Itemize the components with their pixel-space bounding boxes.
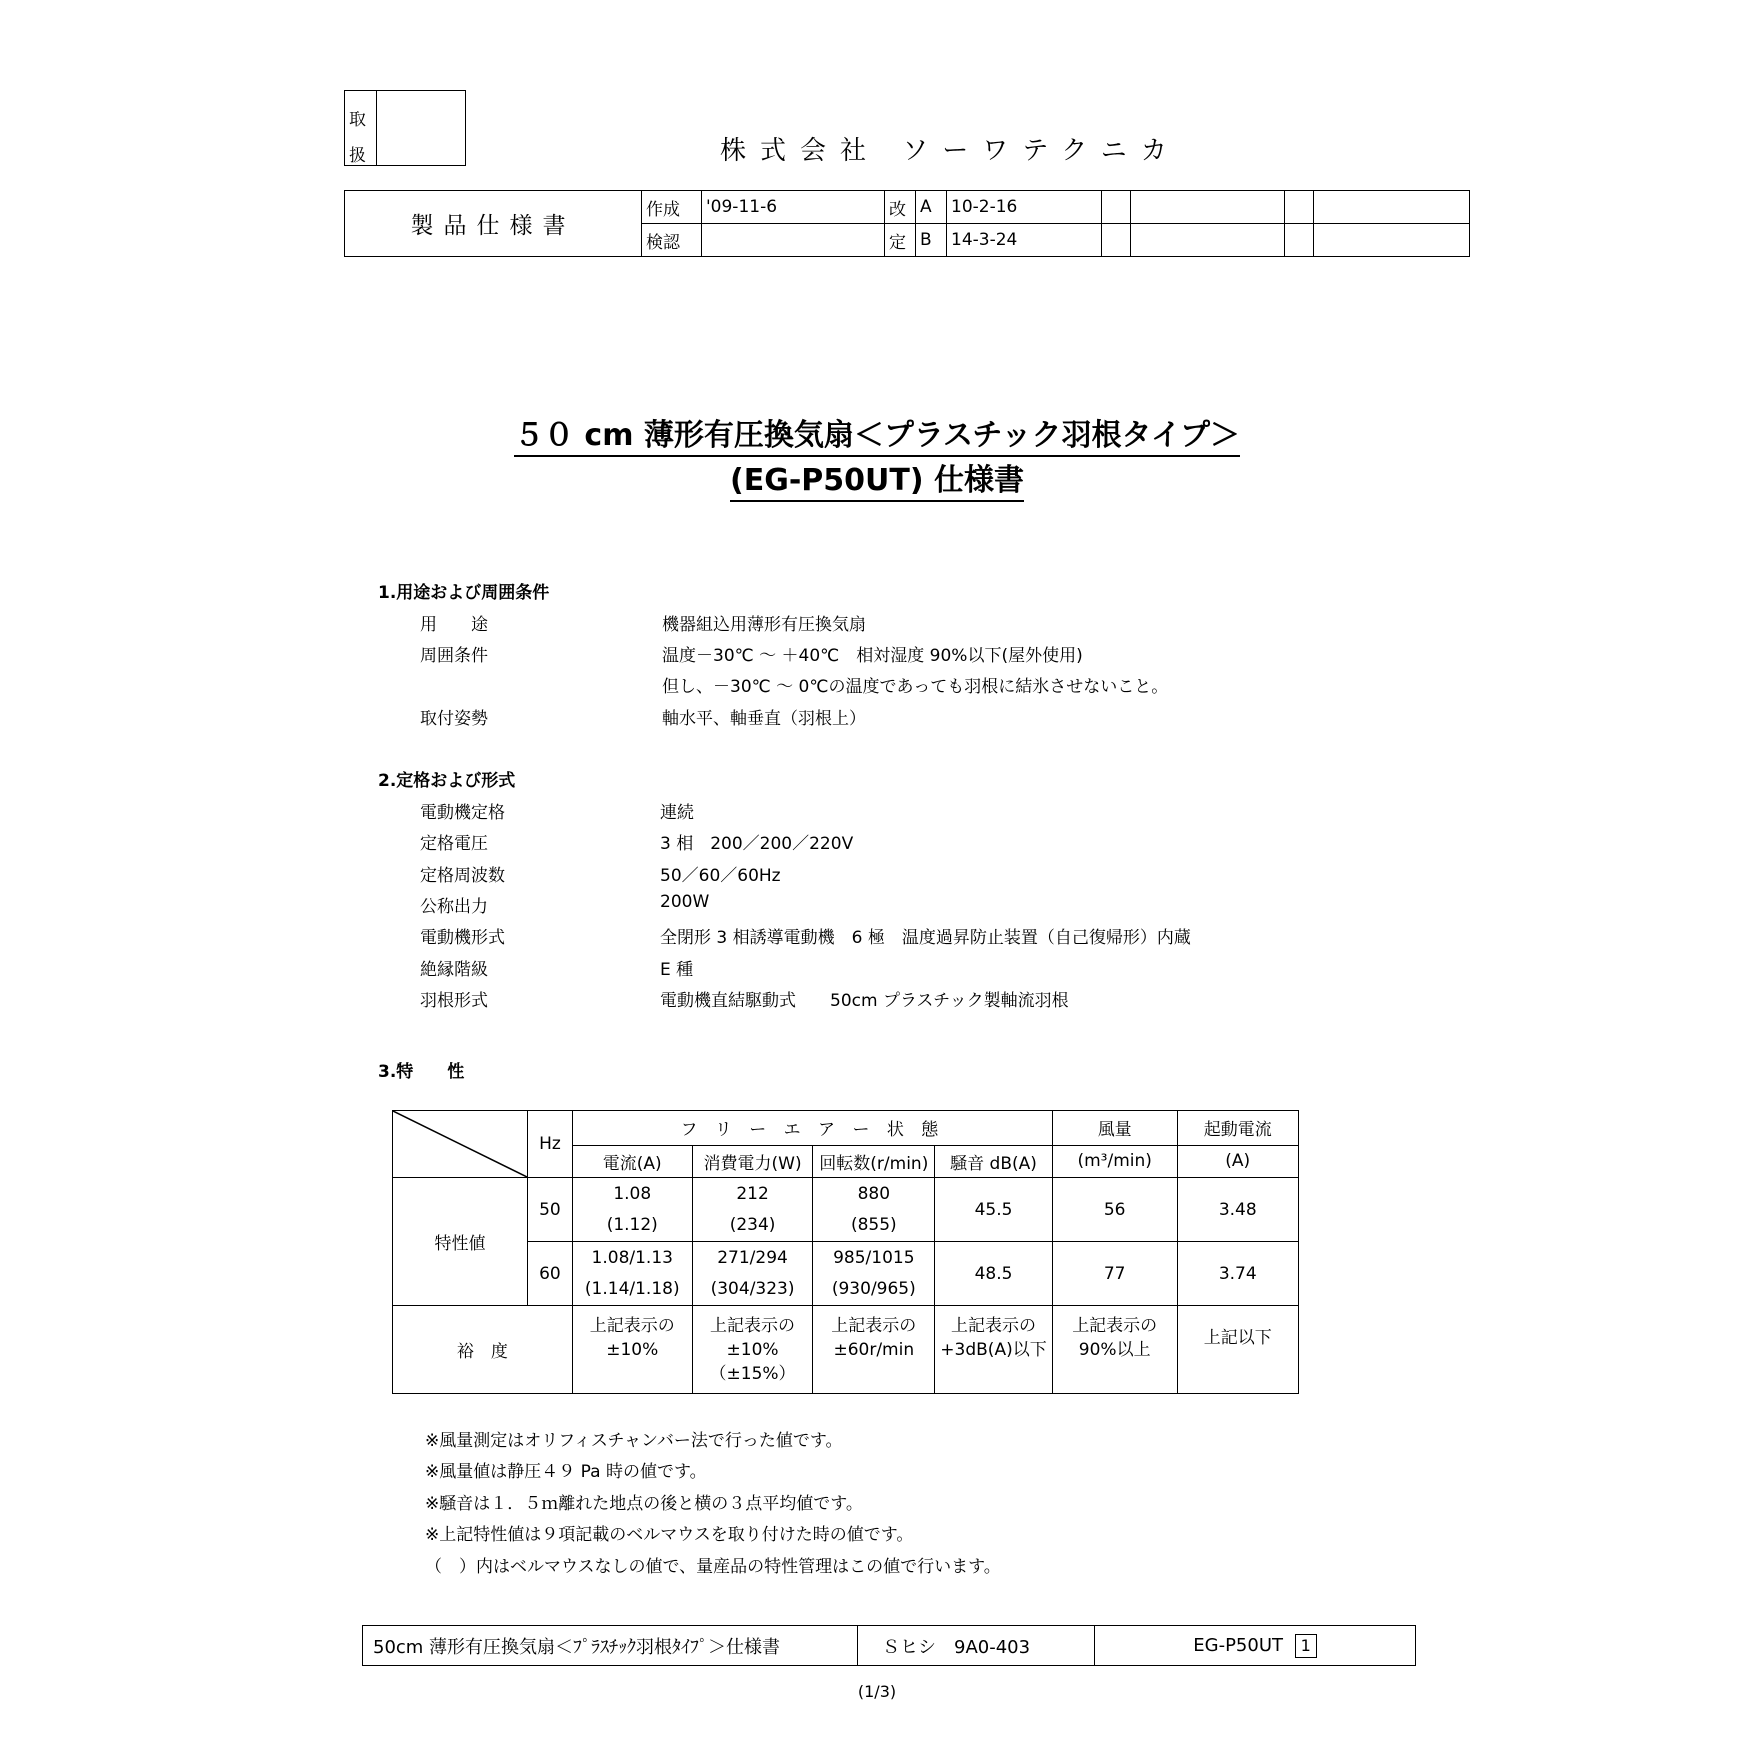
noise-header: 騒音 dB(A) xyxy=(935,1145,1053,1178)
tolerance-start xyxy=(1177,1306,1298,1394)
current-value: 1.08 xyxy=(613,1183,652,1204)
footer-model-cell xyxy=(1095,1626,1416,1666)
handling-box xyxy=(344,90,466,166)
diagonal-corner-cell xyxy=(393,1111,528,1178)
noise-value: 48.5 xyxy=(935,1242,1053,1306)
section-2-heading: 2.定格および形式 xyxy=(378,771,516,791)
revision-label-1: 改 xyxy=(885,191,916,224)
power-cell xyxy=(692,1242,813,1306)
footer-model: EG-P50UT xyxy=(1193,1634,1283,1656)
row-label: 特性値 xyxy=(393,1178,528,1306)
revision-date-a: 10-2-16 xyxy=(947,191,1102,224)
rpm-value: 880 xyxy=(857,1183,891,1204)
note: ※風量値は静圧４９ Pa 時の値です。 xyxy=(425,1462,707,1482)
company-name: 株式会社 ソーワテクニカ xyxy=(720,136,1181,166)
power-value-no-bellmouth: (234) xyxy=(729,1214,776,1235)
tolerance-text: 上記表示の xyxy=(831,1315,917,1336)
footer-doc-title: 50cm 薄形有圧換気扇＜ﾌﾟﾗｽﾁｯｸ羽根ﾀｲﾌﾟ＞仕様書 xyxy=(363,1626,858,1666)
handling-label-2: 扱 xyxy=(349,146,366,166)
footer-table xyxy=(362,1625,1416,1666)
table-row xyxy=(393,1178,1299,1242)
air-volume-unit: (m³/min) xyxy=(1052,1145,1177,1178)
empty-cell xyxy=(1102,224,1131,257)
spec-value: 200W xyxy=(660,892,710,912)
empty-cell xyxy=(1314,224,1470,257)
hz-value: 60 xyxy=(528,1242,573,1306)
power-value: 271/294 xyxy=(717,1247,788,1268)
spec-label: 電動機定格 xyxy=(420,803,505,823)
header-table xyxy=(344,190,1470,257)
spec-value: E 種 xyxy=(660,960,694,980)
noise-value: 45.5 xyxy=(935,1178,1053,1242)
section-3-heading: 3.特 性 xyxy=(378,1062,465,1082)
handling-label-1: 取 xyxy=(349,110,366,130)
page-number: (1/3) xyxy=(857,1682,897,1701)
tolerance-text: +3dB(A)以下 xyxy=(940,1339,1047,1360)
spec-value: 50／60／60Hz xyxy=(660,866,781,886)
tolerance-power xyxy=(692,1306,813,1394)
section-1-heading: 1.用途および周囲条件 xyxy=(378,583,550,603)
footer-sheet-box: 1 xyxy=(1295,1634,1317,1658)
spec-label: 周囲条件 xyxy=(420,646,488,666)
tolerance-text: 上記以下 xyxy=(1203,1327,1272,1348)
tolerance-text: ±60r/min xyxy=(833,1339,915,1360)
rpm-value: 985/1015 xyxy=(833,1247,915,1268)
empty-cell xyxy=(1285,191,1314,224)
title-line-2 xyxy=(0,455,1754,499)
spec-value: 但し、－30℃ ～ 0℃の温度であっても羽根に結氷させないこと。 xyxy=(662,677,1169,697)
empty-cell xyxy=(1131,191,1285,224)
spec-value: 軸水平、軸垂直（羽根上） xyxy=(662,709,866,729)
start-current-value: 3.48 xyxy=(1177,1178,1298,1242)
checked-label: 検認 xyxy=(642,224,702,257)
current-cell xyxy=(572,1242,692,1306)
empty-cell xyxy=(1102,191,1131,224)
note: （ ）内はベルマウスなしの値で、量産品の特性管理はこの値で行います。 xyxy=(425,1557,1001,1577)
note: ※騒音は１．５ｍ離れた地点の後と横の３点平均値です。 xyxy=(425,1494,863,1514)
tolerance-row xyxy=(393,1306,1299,1394)
rpm-header: 回転数(r/min) xyxy=(813,1145,935,1178)
spec-value: 機器組込用薄形有圧換気扇 xyxy=(662,615,866,635)
start-current-header: 起動電流 xyxy=(1177,1111,1298,1146)
title-line-1-text: ５０ cm 薄形有圧換気扇＜プラスチック羽根タイプ＞ xyxy=(514,418,1240,457)
tolerance-text: （±15%） xyxy=(709,1363,796,1384)
spec-value: 電動機直結駆動式 50cm プラスチック製軸流羽根 xyxy=(660,991,1069,1011)
note: ※上記特性値は９項記載のベルマウスを取り付けた時の値です。 xyxy=(425,1525,914,1545)
spec-label: 定格周波数 xyxy=(420,866,505,886)
current-header: 電流(A) xyxy=(572,1145,692,1178)
tolerance-rpm xyxy=(813,1306,935,1394)
revision-date-b: 14-3-24 xyxy=(947,224,1102,257)
empty-cell xyxy=(1131,224,1285,257)
empty-cell xyxy=(1285,224,1314,257)
start-current-value: 3.74 xyxy=(1177,1242,1298,1306)
tolerance-text: 上記表示の xyxy=(1072,1315,1158,1336)
spec-label: 公称出力 xyxy=(420,897,488,917)
air-volume-header: 風量 xyxy=(1052,1111,1177,1146)
spec-label: 取付姿勢 xyxy=(420,709,488,729)
hz-value: 50 xyxy=(528,1178,573,1242)
power-cell xyxy=(692,1178,813,1242)
hz-header: Hz xyxy=(528,1111,573,1178)
spec-label: 定格電圧 xyxy=(420,834,488,854)
power-value: 212 xyxy=(736,1183,769,1204)
rpm-cell xyxy=(813,1178,935,1242)
tolerance-text: 上記表示の xyxy=(710,1315,796,1336)
air-volume-value: 56 xyxy=(1052,1178,1177,1242)
tolerance-text: 90%以上 xyxy=(1078,1339,1151,1360)
tolerance-current xyxy=(572,1306,692,1394)
current-value-no-bellmouth: (1.14/1.18) xyxy=(584,1278,680,1299)
handling-label xyxy=(345,91,377,165)
tolerance-air xyxy=(1052,1306,1177,1394)
spec-label: 電動機形式 xyxy=(420,928,505,948)
tolerance-text: 上記表示の xyxy=(951,1315,1037,1336)
power-value-no-bellmouth: (304/323) xyxy=(710,1278,795,1299)
air-volume-value: 77 xyxy=(1052,1242,1177,1306)
footer-doc-number: Ｓヒシ 9A0-403 xyxy=(858,1626,1095,1666)
checked-value xyxy=(702,224,885,257)
spec-value: 連続 xyxy=(660,803,694,823)
revision-label-2: 定 xyxy=(885,224,916,257)
power-header: 消費電力(W) xyxy=(692,1145,813,1178)
current-value-no-bellmouth: (1.12) xyxy=(606,1214,658,1235)
title-line-1 xyxy=(0,410,1754,454)
tolerance-text: 上記表示の xyxy=(589,1315,675,1336)
current-value: 1.08/1.13 xyxy=(591,1247,673,1268)
revision-mark-b: B xyxy=(916,224,947,257)
created-date: '09-11-6 xyxy=(702,191,885,224)
free-air-header: フ リ ー エ ア ー 状 態 xyxy=(572,1111,1052,1146)
rpm-cell xyxy=(813,1242,935,1306)
tolerance-label: 裕 度 xyxy=(393,1306,573,1394)
current-cell xyxy=(572,1178,692,1242)
start-current-unit: (A) xyxy=(1177,1145,1298,1178)
empty-cell xyxy=(1314,191,1470,224)
characteristics-table xyxy=(392,1110,1299,1394)
note: ※風量測定はオリフィスチャンバー法で行った値です。 xyxy=(425,1431,843,1451)
spec-label: 用 途 xyxy=(420,615,488,635)
table-row xyxy=(393,1242,1299,1306)
spec-label: 絶縁階級 xyxy=(420,960,488,980)
revision-mark-a: A xyxy=(916,191,947,224)
doc-type: 製品仕様書 xyxy=(345,191,642,257)
tolerance-noise xyxy=(935,1306,1053,1394)
created-label: 作成 xyxy=(642,191,702,224)
title-line-2-text: (EG-P50UT) 仕様書 xyxy=(730,463,1024,502)
diagonal-line xyxy=(393,1111,527,1177)
spec-value: 3 相 200／200／220V xyxy=(660,834,854,854)
spec-value: 全閉形 3 相誘導電動機 6 極 温度過昇防止装置（自己復帰形）内蔵 xyxy=(660,928,1191,948)
tolerance-text: ±10% xyxy=(606,1339,659,1360)
rpm-value-no-bellmouth: (930/965) xyxy=(831,1278,916,1299)
tolerance-text: ±10% xyxy=(726,1339,779,1360)
spec-value: 温度－30℃ ～ ＋40℃ 相対湿度 90%以下(屋外使用) xyxy=(662,646,1083,666)
spec-label: 羽根形式 xyxy=(420,991,488,1011)
rpm-value-no-bellmouth: (855) xyxy=(850,1214,897,1235)
